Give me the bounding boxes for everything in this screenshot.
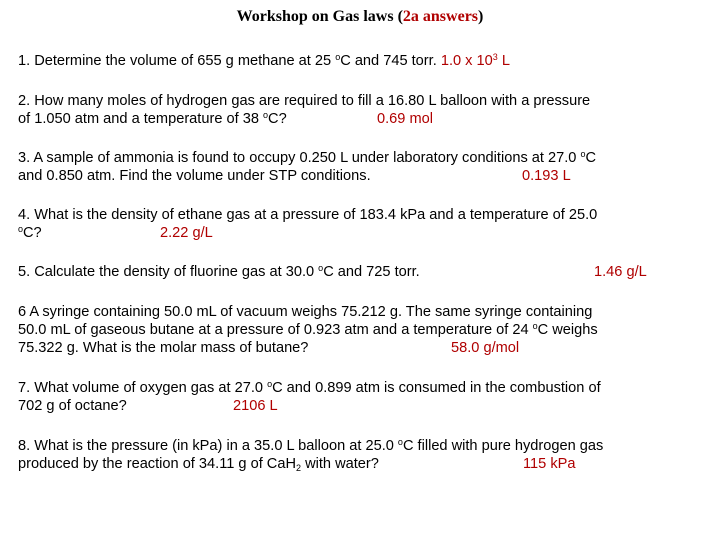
degree-symbol: o	[580, 149, 586, 159]
question-3	[18, 149, 710, 185]
question-6-line-2: 50.0 mL of gaseous butane at a pressure of 0.923 atm and a temperature of 24	[18, 322, 533, 338]
question-3-line-2: and 0.850 atm. Find the volume under STP conditions.	[18, 168, 371, 184]
question-5	[18, 263, 710, 281]
question-7-answer: 2106 L	[233, 398, 278, 414]
question-4	[18, 206, 710, 242]
question-1	[18, 52, 710, 70]
answer-exponent: 3	[492, 52, 498, 62]
question-1-text-cont: C and 745 torr.	[340, 53, 441, 69]
degree-symbol: o	[263, 110, 269, 120]
question-2-line-2: of 1.050 atm and a temperature of 38	[18, 111, 264, 127]
degree-symbol: o	[267, 379, 273, 389]
question-5-text: 5. Calculate the density of fluorine gas at 30.0	[18, 264, 319, 280]
question-2-answer: 0.69 mol	[377, 111, 433, 127]
question-8	[18, 437, 710, 473]
title-text: Workshop on Gas laws (	[236, 8, 403, 25]
question-4-line-1: 4. What is the density of ethane gas at a pressure of 183.4 kPa and a temperature of 25.0	[18, 207, 598, 223]
question-1-answer	[441, 53, 510, 69]
question-5-answer: 1.46 g/L	[594, 264, 647, 280]
question-6-line-3: 75.322 g. What is the molar mass of butane?	[18, 340, 309, 356]
answer-base: 1.0 x 10	[440, 53, 493, 69]
question-2-line-2-end: C?	[268, 111, 287, 127]
degree-symbol: o	[335, 52, 341, 62]
question-7	[18, 379, 710, 415]
title-suffix: )	[478, 8, 484, 25]
question-6-line-2-end: C weighs	[537, 322, 598, 338]
question-7-line-1: 7. What volume of oxygen gas at 27.0	[18, 380, 268, 396]
question-6-line-1: 6 A syringe containing 50.0 mL of vacuum weighs 75.212 g. The same syringe containing	[18, 304, 593, 320]
question-6-answer: 58.0 g/mol	[451, 340, 520, 356]
question-8-answer: 115 kPa	[523, 456, 576, 472]
question-7-line-1-end: C and 0.899 atm is consumed in the combustion of	[272, 380, 601, 396]
question-4-line-2: C?	[23, 225, 42, 241]
degree-symbol: o	[397, 437, 403, 447]
subscript-2: 2	[296, 463, 302, 473]
title-answers-label: 2a answers	[402, 8, 479, 25]
page-title	[0, 8, 720, 26]
question-5-text-end: C and 725 torr.	[323, 264, 420, 280]
question-1-text: 1. Determine the volume of 655 g methane at 25	[18, 53, 336, 69]
answer-unit: L	[497, 53, 510, 69]
degree-symbol: o	[532, 321, 538, 331]
question-2-line-1: 2. How many moles of hydrogen gas are required to fill a 16.80 L balloon with a pressure	[18, 93, 591, 109]
question-8-line-2: produced by the reaction of 34.11 g of CaH	[18, 456, 297, 472]
degree-symbol: o	[318, 263, 324, 273]
question-7-line-2: 702 g of octane?	[18, 398, 127, 414]
question-3-line-1: 3. A sample of ammonia is found to occupy 0.250 L under laboratory conditions at 27.0	[18, 150, 581, 166]
question-6	[18, 303, 710, 357]
question-2	[18, 92, 710, 128]
question-8-line-2-end: with water?	[301, 456, 379, 472]
question-8-line-1: 8. What is the pressure (in kPa) in a 35.0 L balloon at 25.0	[18, 438, 398, 454]
question-3-line-1-end: C	[585, 150, 597, 166]
degree-symbol: o	[18, 224, 24, 234]
question-4-answer: 2.22 g/L	[160, 225, 213, 241]
question-8-line-1-end: C filled with pure hydrogen gas	[402, 438, 604, 454]
question-3-answer: 0.193 L	[522, 168, 571, 184]
